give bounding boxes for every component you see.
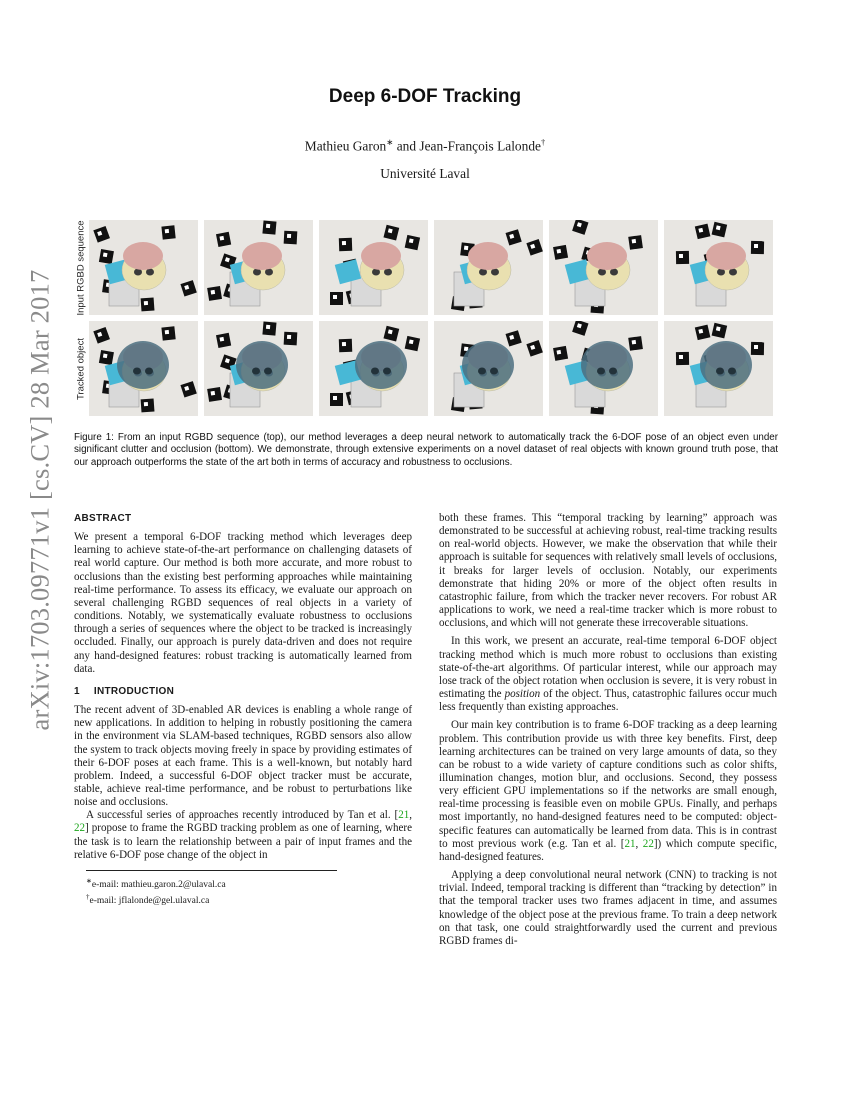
citation-21b[interactable]: 21 bbox=[624, 837, 636, 850]
left-column bbox=[74, 512, 412, 907]
figure-1 bbox=[74, 214, 780, 414]
intro-p2-text-a: A successful series of approaches recently introduced by Tan et al. [ bbox=[86, 809, 399, 822]
tracked-frame-5 bbox=[549, 321, 658, 416]
author-1-mark: ∗ bbox=[386, 137, 394, 147]
right-paragraph-4: Applying a deep convolutional neural network (CNN) to tracking is not trivial. Indeed, temporal tracking is different than “tracking by detection” in that the temporal tracker uses two frames adjacent in time, and assumes knowledge of the object pose at the previous frame. To train a deep network on that task, one could straightforwardly used the current and previous RGBD frames di- bbox=[439, 869, 777, 947]
input-frame-6 bbox=[664, 220, 773, 315]
intro-heading bbox=[74, 685, 412, 698]
tracked-frame-1 bbox=[89, 321, 198, 416]
paper-title: Deep 6-DOF Tracking bbox=[328, 86, 522, 107]
row-label-tracked bbox=[74, 321, 88, 416]
input-frame-5 bbox=[549, 220, 658, 315]
footnote-1 bbox=[74, 875, 412, 891]
tracked-frame-3 bbox=[319, 321, 428, 416]
row-label-input-text: Input RGBD sequence bbox=[75, 219, 87, 316]
input-frame-4 bbox=[434, 220, 543, 315]
right-paragraph-2 bbox=[439, 635, 777, 714]
footnote-1-text: e-mail: mathieu.garon.2@ulaval.ca bbox=[91, 880, 226, 891]
right-p3-text-b: ]) which compute specific, hand-designed features. bbox=[439, 837, 777, 863]
intro-title: INTRODUCTION bbox=[93, 685, 175, 697]
footnote-1-mark: ∗ bbox=[86, 876, 92, 885]
intro-p2-text-b: ] propose to frame the RGBD tracking problem as one of learning, where the task is to learn the relationship between a pair of input frames and the relative 6-DOF pose change of the object in bbox=[74, 822, 412, 861]
abstract-text: We present a temporal 6-DOF tracking method which leverages deep learning to achieve state-of-the-art performance on challenging datasets of real world capture. Our method is both more accurate, and more robust to occlusions than the existing best performing approaches while maintaining real-time performance. To assess its efficacy, we evaluate our approach on several challenging RGBD sequences of real objects in a variety of conditions. Notably, we systematically evaluate robustness to occlusions through a series of sequences where the object to be tracked is increasingly occluded. Finally, our approach is purely data-driven and does not require any hand-designed features: robust tracking is automatically learned from data. bbox=[74, 531, 412, 675]
authors bbox=[0, 137, 850, 154]
input-frame-3 bbox=[319, 220, 428, 315]
author-2-mark: † bbox=[540, 137, 546, 147]
right-p2-emphasis: position bbox=[504, 688, 541, 701]
tracked-frame-2 bbox=[204, 321, 313, 416]
abstract-heading: ABSTRACT bbox=[74, 513, 132, 524]
right-paragraph-1: both these frames. This “temporal tracking by learning” approach was demonstrated to be successful at achieving robust, real-time tracking results on real-world objects. However, we make the observation that while their approach is suitable for sequences with relatively small levels of occlusions, it breaks for larger levels of occlusion. Notably, our experiments demonstrate that hiding 20% or more of the object often results in catastrophic failure, from which the tracker never recovers. For robust AR applications to work, we need a real-time tracker which is more robust to occlusions, and which will not generate these irrecoverable situations. bbox=[439, 512, 777, 630]
arxiv-stamp-text: arXiv:1703.09771v1 [cs.CV] 28 Mar 2017 bbox=[24, 269, 55, 731]
author-joiner: and bbox=[393, 138, 420, 154]
row-label-tracked-text: Tracked object bbox=[75, 337, 87, 400]
author-1: Mathieu Garon bbox=[304, 138, 387, 154]
intro-paragraph-1: The recent advent of 3D-enabled AR devices is enabling a whole range of new applications. In addition to helping in robustly positioning the camera in the environment via SLAM-based techniques, RGBD sensors also allow the system to track objects moving freely in space by providing estimates of their 6-DOF poses at each frame. This is a well-known, but notably hard problem. Indeed, a successful 6-DOF object tracker must be accurate, stable, achieve real-time performance, and be robust to perturbations like noise and occlusions. bbox=[74, 704, 412, 809]
figure-caption: Figure 1: From an input RGBD sequence (top), our method leverages a deep neural network to automatically track the 6-DOF pose of an object even under significant clutter and occlusion (bottom). We demonstrate, through extensive experiments on a novel dataset of real objects with known ground truth pose, that our approach outperforms the state of the art both in terms of accuracy and robustness to occlusions. bbox=[74, 432, 778, 468]
citation-22[interactable]: 22 bbox=[74, 822, 86, 835]
arxiv-stamp bbox=[20, 269, 60, 731]
tracked-frame-4 bbox=[434, 321, 543, 416]
footnote-2-text: e-mail: jflalonde@gel.ulaval.ca bbox=[89, 896, 210, 907]
right-p3-text-a: Our main key contribution is to frame 6-DOF tracking as a deep learning problem. This contribution provide us with three key benefits. First, deep learning architectures can be trained on very large amounts of data, so they can be robust to a wide variety of capture conditions such as color shifts, illumination changes, motion blur, and occlusions. Second, they possess very efficient GPU implementations so if the networks are small enough, real-time processing is feasible even on mobile GPUs. Finally, and perhaps most importantly, no hand-designed features need to be computed: object-specific features can automatically be learned from data. This is in contrast to most previous work (e.g. Tan et al. [ bbox=[439, 719, 777, 850]
right-p2-text-b: of the object. Thus, catastrophic failures occur much less frequently than existing approaches. bbox=[439, 688, 777, 714]
citation-21[interactable]: 21 bbox=[398, 809, 410, 822]
footnote-rule bbox=[86, 870, 337, 871]
footnote-2 bbox=[74, 891, 412, 907]
citation-22b[interactable]: 22 bbox=[642, 837, 654, 850]
author-2: Jean-François Lalonde bbox=[419, 138, 541, 154]
right-paragraph-3 bbox=[439, 719, 777, 864]
affiliation: Université Laval bbox=[380, 166, 470, 181]
tracked-frame-6 bbox=[664, 321, 773, 416]
intro-number: 1 bbox=[74, 685, 80, 697]
intro-paragraph-2 bbox=[74, 809, 412, 862]
right-column bbox=[439, 512, 777, 948]
row-label-input bbox=[74, 220, 88, 315]
input-frame-1 bbox=[89, 220, 198, 315]
input-frame-2 bbox=[204, 220, 313, 315]
right-p3-sep: , bbox=[635, 837, 643, 850]
intro-p2-sep: , bbox=[409, 809, 412, 822]
footnote-2-mark: † bbox=[86, 893, 90, 902]
right-p2-text-a: In this work, we present an accurate, real-time temporal 6-DOF object tracking method which is much more robust to occlusions than existing state-of-the-art algorithms. Of particular interest, while our approach may lose track of the object rotation when occlusion is severe, it is very robust in estimating the bbox=[439, 635, 777, 701]
